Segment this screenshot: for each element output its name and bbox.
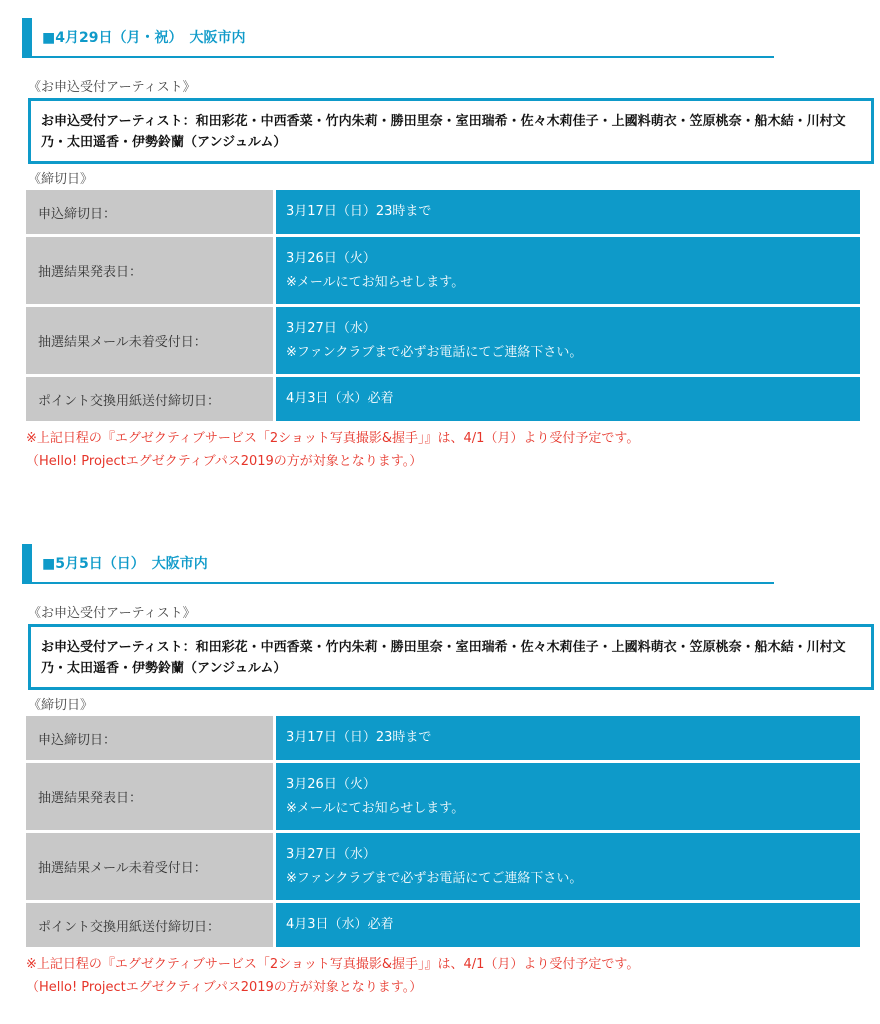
row-value: [276, 763, 860, 830]
event-title: ■4月29日（月・祝） 大阪市内: [42, 30, 246, 46]
artists-box: お申込受付アーティスト：和田彩花・中西香菜・竹内朱莉・勝田里奈・室田瑞希・佐々木莉佳子・上國料萌衣・笠原桃奈・船木結・川村文乃・太田遥香・伊勢鈴蘭（アンジュルム）: [28, 624, 874, 690]
artists-label: 《お申込受付アーティスト》: [28, 606, 196, 621]
value-line: 3月27日（水）: [286, 846, 376, 862]
table-row: [26, 190, 860, 234]
value-line: ※メールにてお知らせします。: [286, 274, 465, 290]
event-title: ■5月5日（日） 大阪市内: [42, 556, 208, 572]
event-heading: [22, 544, 774, 584]
table-row: [26, 763, 860, 830]
value-line: 4月3日（水）必着: [286, 391, 394, 406]
row-value: [276, 237, 860, 304]
note-line: ※上記日程の『エグゼクティブサービス「2ショット写真撮影&握手」』は、4/1（月）より受付予定です。: [26, 957, 640, 972]
note-line: ※上記日程の『エグゼクティブサービス「2ショット写真撮影&握手」』は、4/1（月）より受付予定です。: [26, 431, 640, 446]
row-value: [276, 377, 860, 421]
note-line: （Hello! Projectエグゼクティブパス2019の方が対象となります。）: [26, 980, 423, 995]
row-header: 抽選結果発表日：: [26, 763, 273, 830]
row-value: [276, 903, 860, 947]
value-line: 3月26日（火）: [286, 776, 376, 792]
deadline-table: [26, 716, 860, 950]
note-line: （Hello! Projectエグゼクティブパス2019の方が対象となります。）: [26, 454, 423, 469]
row-value: [276, 190, 860, 234]
table-row: [26, 307, 860, 374]
table-row: [26, 377, 860, 421]
value-line: 4月3日（水）必着: [286, 917, 394, 932]
table-row: [26, 833, 860, 900]
row-value: [276, 307, 860, 374]
deadline-table: [26, 190, 860, 424]
value-line: 3月17日（日）23時まで: [286, 204, 432, 219]
value-line: ※ファンクラブまで必ずお電話にてご連絡下さい。: [286, 344, 583, 360]
row-header: ポイント交換用紙送付締切日：: [26, 377, 273, 421]
deadline-label: 《締切日》: [28, 698, 94, 713]
artists-box: お申込受付アーティスト：和田彩花・中西香菜・竹内朱莉・勝田里奈・室田瑞希・佐々木莉佳子・上國料萌衣・笠原桃奈・船木結・川村文乃・太田遥香・伊勢鈴蘭（アンジュルム）: [28, 98, 874, 164]
row-header: 申込締切日：: [26, 716, 273, 760]
row-header: ポイント交換用紙送付締切日：: [26, 903, 273, 947]
value-line: 3月17日（日）23時まで: [286, 730, 432, 745]
row-header: 抽選結果メール未着受付日：: [26, 833, 273, 900]
deadline-label: 《締切日》: [28, 172, 94, 187]
artists-label: 《お申込受付アーティスト》: [28, 80, 196, 95]
table-row: [26, 903, 860, 947]
row-value: [276, 833, 860, 900]
row-value: [276, 716, 860, 760]
value-line: 3月26日（火）: [286, 250, 376, 266]
row-header: 抽選結果発表日：: [26, 237, 273, 304]
value-line: ※ファンクラブまで必ずお電話にてご連絡下さい。: [286, 870, 583, 886]
row-header: 抽選結果メール未着受付日：: [26, 307, 273, 374]
event-heading: [22, 18, 774, 58]
table-row: [26, 716, 860, 760]
value-line: 3月27日（水）: [286, 320, 376, 336]
row-header: 申込締切日：: [26, 190, 273, 234]
value-line: ※メールにてお知らせします。: [286, 800, 465, 816]
table-row: [26, 237, 860, 304]
